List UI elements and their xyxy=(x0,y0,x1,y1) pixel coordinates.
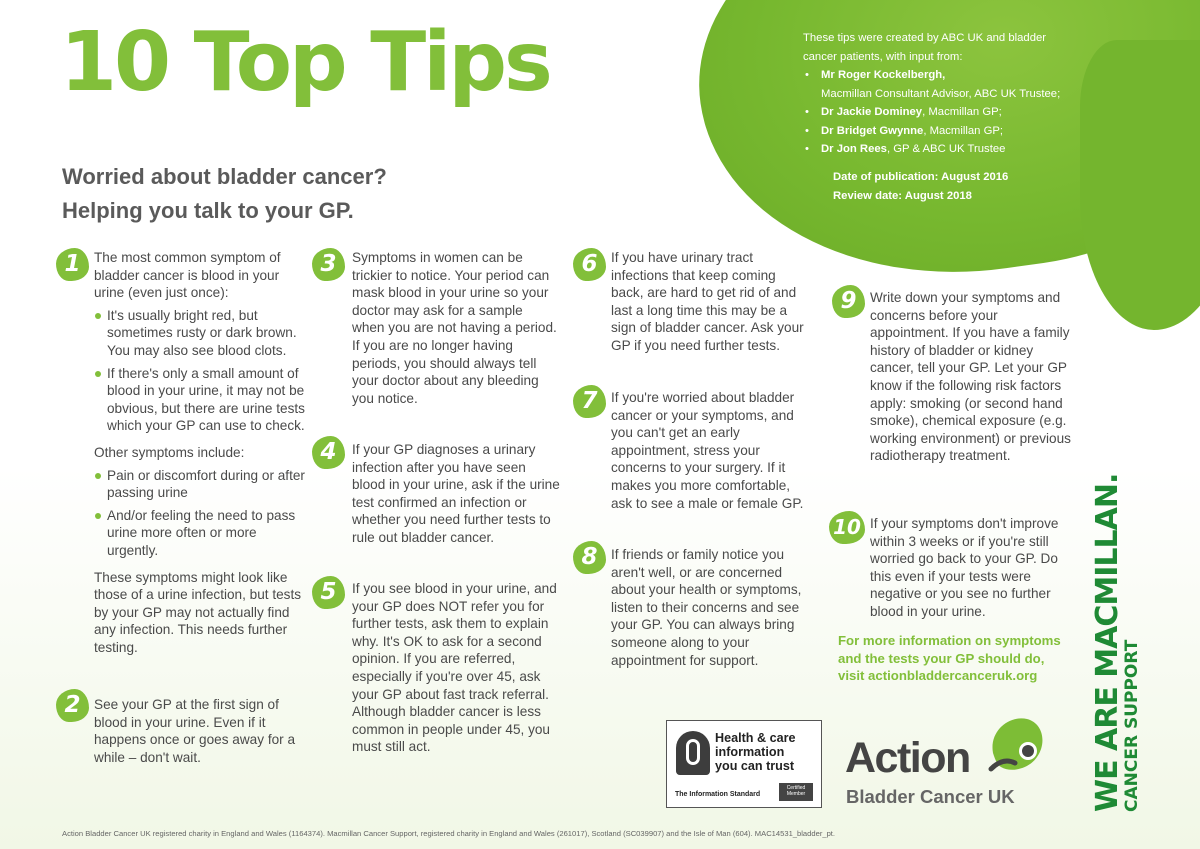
contributor-item xyxy=(803,122,1083,141)
tip-1-text: The most common symptom of bladder cancer is blood in your urine (even just once): xyxy=(94,250,281,301)
publication-date: Date of publication: August 2016 xyxy=(833,171,1009,183)
contributor-name: Dr Jon Rees xyxy=(821,143,887,155)
tip-5-text: If you see blood in your urine, and your GP does NOT refer you for further tests, ask them to explain why. It's OK to ask for a second opinion. If you are referred, especially if you're over 45, ask your GP about fast track referral. Although bladder cancer is less common in people under 45, you must still act. xyxy=(352,581,557,755)
tip-6 xyxy=(611,249,811,355)
credits-panel xyxy=(803,29,1083,159)
bullet-item: And/or feeling the need to pass urine more often or more urgently. xyxy=(94,507,306,560)
bullet-item: It's usually bright red, but sometimes rusty or dark brown. You may also see blood clots. xyxy=(94,307,306,360)
tip-3-text: Symptoms in women can be trickier to notice. Your period can mask blood in your urine so your doctor may ask for a sample when you are not having a period. If you are no longer having periods, you should always tell your doctor about any bleeding you notice. xyxy=(352,250,557,406)
contributor-name: Dr Bridget Gwynne xyxy=(821,124,924,137)
subtitle-line-1: Worried about bladder cancer? xyxy=(62,164,387,189)
macmillan-logo xyxy=(1090,473,1142,812)
contributor-role: , Macmillan GP; xyxy=(922,106,1002,118)
tip-9 xyxy=(870,289,1080,465)
tip-number-badge-6: 6 xyxy=(573,248,606,281)
bullet-item: Pain or discomfort during or after passing urine xyxy=(94,467,306,502)
tip-1 xyxy=(94,249,306,656)
contributor-item xyxy=(803,140,1083,159)
other-symptoms-label: Other symptoms include: xyxy=(94,444,245,460)
contributor-name: Dr Jackie Dominey xyxy=(821,106,923,118)
information-standard-icon xyxy=(676,731,710,775)
more-info-link[interactable]: visit actionbladdercanceruk.org xyxy=(838,668,1038,684)
macmillan-logo-line-2: CANCER SUPPORT xyxy=(1122,639,1142,812)
tip-number-badge-4: 4 xyxy=(312,436,345,469)
more-info-line-2: and the tests your GP should do, xyxy=(838,650,1045,666)
contributor-item xyxy=(803,103,1083,122)
tip-1-bullets xyxy=(94,307,306,435)
certified-member-badge: Certified Member xyxy=(779,783,813,801)
contributor-name: Mr Roger Kockelbergh, xyxy=(821,69,946,81)
hci-line-2: information xyxy=(715,745,785,759)
tip-5 xyxy=(352,580,562,756)
tip-7 xyxy=(611,389,811,512)
tip-number-badge-2: 2 xyxy=(56,689,89,722)
action-logo-text: Action xyxy=(845,734,970,782)
tip-number-badge-8: 8 xyxy=(573,541,606,574)
hci-line-1: Health & care xyxy=(715,731,796,745)
tip-10-text: If your symptoms don't improve within 3 weeks or if you're still worried go back to your GP. Do this even if your tests were negative or you see no further blood in your urine. xyxy=(870,516,1059,619)
tip-8 xyxy=(611,546,816,669)
contributor-role: , GP & ABC UK Trustee xyxy=(886,143,1006,155)
contributor-role: , Macmillan GP; xyxy=(923,124,1004,137)
tip-9-text: Write down your symptoms and concerns before your appointment. If you have a family history of bladder or kidney cancer, tell your GP. Let your GP know if the following risk factors apply: smoking (or second hand smoke), chemical exposure (e.g. working environment) or previous radiotherapy treatment. xyxy=(870,290,1071,464)
tip-number-badge-3: 3 xyxy=(312,248,345,281)
contributor-item xyxy=(803,66,1083,103)
footer-legal-text: Action Bladder Cancer UK registered charity in England and Wales (1164374). Macmillan Cancer Support, registered charity in England and Wales (261017), Scotland (SC039907) and the Isle of Man (604). MAC14531_bladder_pt. xyxy=(62,829,836,838)
bullet-item: If there's only a small amount of blood in your urine, it may not be obvious, but there are urine tests which your GP can use to check. xyxy=(94,365,306,435)
publication-dates xyxy=(833,168,1008,205)
subtitle xyxy=(62,160,387,228)
credits-intro: These tips were created by ABC UK and bladder cancer patients, with input from: xyxy=(803,32,1047,63)
tip-2-text: See your GP at the first sign of blood in your urine. Even if it happens once or goes away for a while – don't wait. xyxy=(94,697,296,765)
other-symptoms-bullets xyxy=(94,467,306,560)
subtitle-line-2: Helping you talk to your GP. xyxy=(62,198,354,223)
tip-number-badge-9: 9 xyxy=(832,285,865,318)
contributors-list xyxy=(803,66,1083,159)
contributor-role: Macmillan Consultant Advisor, ABC UK Trustee; xyxy=(821,87,1061,100)
tip-10 xyxy=(870,515,1078,621)
hci-line-3: you can trust xyxy=(715,759,795,773)
tip-number-badge-7: 7 xyxy=(573,385,606,418)
more-info xyxy=(838,632,1061,685)
tip-6-text: If you have urinary tract infections that keep coming back, are hard to get rid of and last a long time this may be a sign of bladder cancer. Ask your GP if you need further tests. xyxy=(611,250,804,353)
macmillan-logo-line-1: WE ARE MACMILLAN. xyxy=(1090,473,1125,812)
review-date: Review date: August 2018 xyxy=(833,189,972,202)
action-logo-mark-icon xyxy=(985,713,1047,775)
tip-number-badge-10: 10 xyxy=(829,511,865,544)
tip-4 xyxy=(352,441,562,547)
tip-7-text: If you're worried about bladder cancer or your symptoms, and you can't get an early appointment, stress your concerns to your surgery. If it makes you more comfortable, ask to see a male or female GP. xyxy=(611,390,804,511)
tip-8-text: If friends or family notice you aren't well, or are concerned about your health or symptoms, listen to their concerns and see your GP. You can always bring someone along to your appointment for support. xyxy=(611,547,802,668)
tip-number-badge-5: 5 xyxy=(312,576,345,609)
green-blob-decoration-right xyxy=(1080,40,1200,330)
information-standard-logo xyxy=(666,720,822,808)
tip-1-closing: These symptoms might look like those of a urine infection, but tests by your GP may not actually find any infection. This needs further testing. xyxy=(94,569,302,655)
information-standard-text xyxy=(715,731,796,773)
tip-2 xyxy=(94,696,299,766)
action-logo-subtext: Bladder Cancer UK xyxy=(846,786,1015,807)
more-info-line-1: For more information on symptoms xyxy=(838,633,1061,648)
information-standard-label: The Information Standard xyxy=(675,791,761,798)
tip-4-text: If your GP diagnoses a urinary infection after you have seen blood in your urine, ask if the urine test confirmed an infection or whether you need further tests to rule out bladder cancer. xyxy=(352,442,560,545)
page-title: 10 Top Tips xyxy=(60,15,550,110)
tip-number-badge-1: 1 xyxy=(56,248,89,281)
tip-3 xyxy=(352,249,557,407)
